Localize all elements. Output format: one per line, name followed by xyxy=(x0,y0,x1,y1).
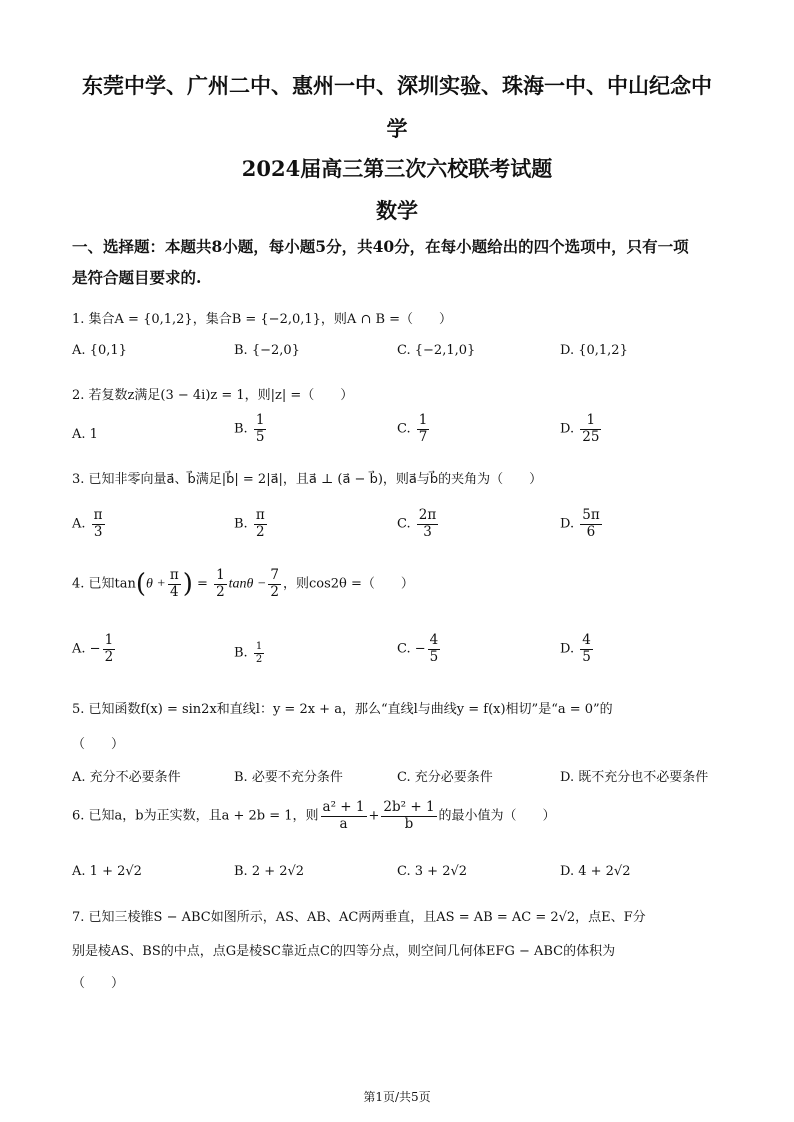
section-heading-line-2: 是符合题目要求的. xyxy=(72,268,202,287)
question-1-option-c: C. {−2,1,0} xyxy=(397,343,476,358)
question-3-option-d: D. $\frac{5\pi}{6}$ xyxy=(560,507,600,540)
question-2-option-d: D. $\frac{1}{25}$ xyxy=(560,412,600,445)
question-3-option-a: A. $\frac{\pi}{3}$ xyxy=(72,507,103,540)
question-6-option-c: C. 3 + 2√2 xyxy=(397,864,468,879)
question-2-option-b: B. $\frac{1}{5}$ xyxy=(234,412,265,445)
question-5-option-a: A. 充分不必要条件 xyxy=(72,770,181,785)
question-2-option-a: A. 1 xyxy=(72,427,98,442)
question-6-option-d: D. 4 + 2√2 xyxy=(560,864,631,879)
question-6-stem: 6. 已知a，b为正实数，且a + 2b = 1，则 $\frac{\text{a² + 1}}{a}$ + $\frac{\text{2b² + 1}}{b}$ 的最小值为（ ） xyxy=(72,799,556,832)
question-4-option-c: C. − $\frac{4}{5}$ xyxy=(397,632,439,665)
question-6-option-a: A. 1 + 2√2 xyxy=(72,864,142,879)
question-4-stem: 4. 已知tan(θ + $\frac{\pi}{4}$ ) = $\frac{1}{2}$ tanθ − $\frac{7}{2}$ ，则cos2θ =（ ） xyxy=(72,567,414,600)
page-number: 第1页/共5页 xyxy=(363,1090,431,1104)
question-5-stem-line-1: 5. 已知函数f(x) = sin2x和直线l：y = 2x + a，那么“直线l与曲线y = f(x)相切”是“a = 0”的 xyxy=(72,702,613,717)
question-4-option-a: A. − $\frac{1}{2}$ xyxy=(72,632,114,665)
question-7-stem-line-2: 别是棱AS、BS的中点，点G是棱SC靠近点C的四等分点，则空间几何体EFG − ABC的体积为 xyxy=(72,944,616,959)
question-7-stem-line-3: （ ） xyxy=(72,976,125,991)
question-1-option-b: B. {−2,0} xyxy=(234,343,300,358)
subject-title: 数学 xyxy=(376,198,418,223)
question-2-option-c: C. $\frac{1}{7}$ xyxy=(397,412,428,445)
question-1-option-a: A. {0,1} xyxy=(72,343,127,358)
question-3-option-c: C. $\frac{2\pi}{3}$ xyxy=(397,507,437,540)
section-heading-line-1: 一、选择题：本题共8小题，每小题5分，共40分，在每小题给出的四个选项中，只有一项 xyxy=(72,237,689,256)
question-1-option-d: D. {0,1,2} xyxy=(560,343,628,358)
question-5-option-d: D. 既不充分也不必要条件 xyxy=(560,770,709,785)
question-1-stem: 1. 集合A = {0,1,2}，集合B = {−2,0,1}，则A ∩ B =（ ） xyxy=(72,312,453,327)
question-5-stem-line-2: （ ） xyxy=(72,737,125,752)
question-4-option-d: D. $\frac{4}{5}$ xyxy=(560,632,591,665)
question-2-stem: 2. 若复数z满足(3 − 4i)z = 1，则|z| =（ ） xyxy=(72,388,354,403)
question-6-option-b: B. 2 + 2√2 xyxy=(234,864,305,879)
question-5-option-b: B. 必要不充分条件 xyxy=(234,770,343,785)
title-line-2: 学 xyxy=(386,116,408,141)
question-3-stem: 3. 已知非零向量a⃗、b⃗满足|b⃗| = 2|a⃗|，且a⃗ ⊥ (a⃗ − b⃗)，则a⃗与b⃗的夹角为（ ） xyxy=(72,472,543,487)
question-7-stem-line-1: 7. 已知三棱锥S − ABC如图所示，AS、AB、AC两两垂直，且AS = AB = AC = 2√2，点E、F分 xyxy=(72,910,646,925)
exam-title: 2024届高三第三次六校联考试题 xyxy=(241,156,553,181)
question-4-option-b: B. $\frac{1}{2}$ xyxy=(234,641,263,665)
question-3-option-b: B. $\frac{\pi}{2}$ xyxy=(234,507,265,540)
title-line-1: 东莞中学、广州二中、惠州一中、深圳实验、珠海一中、中山纪念中 xyxy=(82,73,712,98)
question-5-option-c: C. 充分必要条件 xyxy=(397,770,493,785)
